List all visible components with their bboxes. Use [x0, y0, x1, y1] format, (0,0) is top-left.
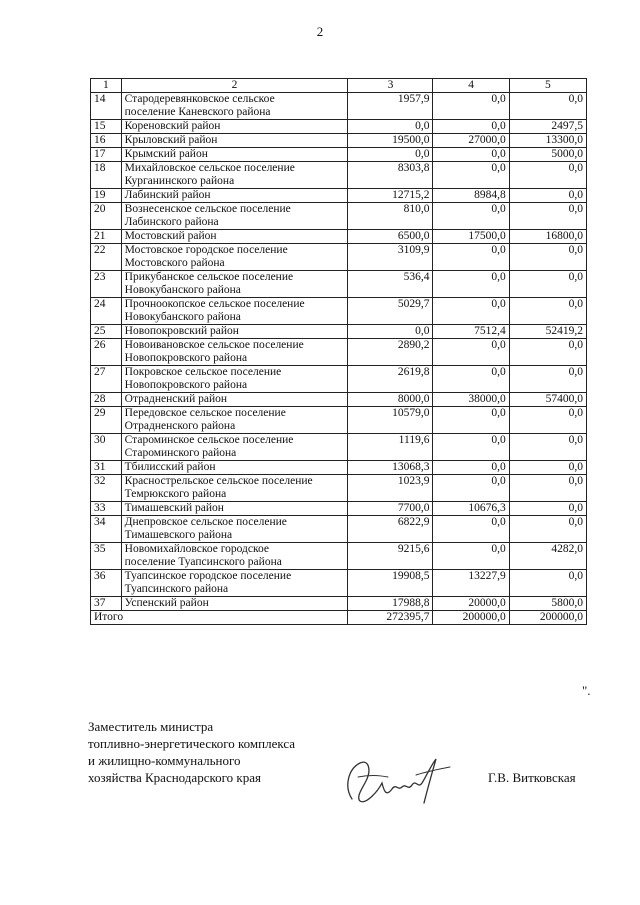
row-name-line: Краснострельское сельское поселение: [124, 475, 313, 487]
row-value-col5: 0,0: [509, 271, 586, 298]
signer-title-line: Заместитель министра: [88, 719, 214, 734]
row-name-line: Стародеревянковское сельское: [124, 93, 275, 105]
row-name: [121, 502, 348, 516]
row-name-line: Курганинского района: [124, 175, 235, 187]
row-value-col5: 16800,0: [509, 230, 586, 244]
row-value-col5: 0,0: [509, 244, 586, 271]
row-name: [121, 203, 348, 230]
row-value-col3: 13068,3: [348, 461, 433, 475]
row-value-col5: 0,0: [509, 162, 586, 189]
row-name-line: Отрадненского района: [124, 420, 236, 432]
row-name-line: Новопокровский район: [124, 325, 239, 337]
row-number: 25: [91, 325, 122, 339]
row-number: 31: [91, 461, 122, 475]
row-name: [121, 134, 348, 148]
page-number: 2: [316, 24, 324, 39]
row-value-col3: 810,0: [348, 203, 433, 230]
row-value-col4: 7512,4: [433, 325, 509, 339]
row-name: [121, 189, 348, 203]
table-row: [91, 298, 587, 325]
row-value-col5: 0,0: [509, 570, 586, 597]
row-value-col5: 0,0: [509, 339, 586, 366]
table-row: [91, 366, 587, 393]
row-name-line: Новопокровского района: [124, 352, 248, 364]
row-value-col4: 20000,0: [433, 597, 509, 611]
row-number: 19: [91, 189, 122, 203]
row-name-line: Кореновский район: [124, 120, 221, 132]
row-number: 37: [91, 597, 122, 611]
signer-title-line: хозяйства Краснодарского края: [88, 770, 261, 785]
row-value-col4: 13227,9: [433, 570, 509, 597]
row-value-col3: 19500,0: [348, 134, 433, 148]
table-row: [91, 543, 587, 570]
row-name-line: Отрадненский район: [124, 393, 228, 405]
row-value-col4: 17500,0: [433, 230, 509, 244]
row-number: 24: [91, 298, 122, 325]
signer-name: Г.В. Витковская: [488, 770, 576, 785]
row-name: [121, 325, 348, 339]
row-name-line: Вознесенское сельское поселение: [124, 203, 291, 215]
table-row: [91, 407, 587, 434]
row-name-line: Новоивановское сельское поселение: [124, 339, 304, 351]
row-name-line: Тимашевский район: [124, 502, 224, 514]
row-number: 16: [91, 134, 122, 148]
row-number: 33: [91, 502, 122, 516]
row-name: [121, 543, 348, 570]
row-name-line: Покровское сельское поселение: [124, 366, 282, 378]
row-name: [121, 570, 348, 597]
row-name-line: Тимашевского района: [124, 529, 233, 541]
row-value-col3: 9215,6: [348, 543, 433, 570]
row-value-col3: 2890,2: [348, 339, 433, 366]
row-name: [121, 434, 348, 461]
signer-title-line: и жилищно-коммунального: [88, 753, 241, 768]
row-number: 34: [91, 516, 122, 543]
row-name-line: Мостовского района: [124, 257, 225, 269]
row-name-line: Темрюкского района: [124, 488, 227, 500]
row-value-col5: 0,0: [509, 461, 586, 475]
row-name-line: Тбилисский район: [124, 461, 216, 473]
row-name-line: поселение Туапсинского района: [124, 556, 282, 568]
row-value-col3: 1023,9: [348, 475, 433, 502]
row-value-col4: 0,0: [433, 543, 509, 570]
row-name-line: Новомихайловское городское: [124, 543, 270, 555]
row-name: [121, 162, 348, 189]
row-value-col4: 0,0: [433, 271, 509, 298]
row-value-col4: 0,0: [433, 366, 509, 393]
table-row: [91, 230, 587, 244]
row-value-col4: 0,0: [433, 93, 509, 120]
signer-title: [88, 718, 295, 786]
row-value-col4: 10676,3: [433, 502, 509, 516]
row-name: [121, 461, 348, 475]
row-value-col5: 2497,5: [509, 120, 586, 134]
row-number: 17: [91, 148, 122, 162]
table-row: [91, 516, 587, 543]
row-name: [121, 339, 348, 366]
row-name-line: Успенский район: [124, 597, 209, 609]
row-value-col4: 0,0: [433, 162, 509, 189]
row-value-col3: 7700,0: [348, 502, 433, 516]
row-value-col5: 0,0: [509, 516, 586, 543]
row-value-col5: 13300,0: [509, 134, 586, 148]
table-row: [91, 93, 587, 120]
row-number: 23: [91, 271, 122, 298]
table-row: [91, 244, 587, 271]
row-name-line: Мостовское городское поселение: [124, 244, 288, 256]
row-value-col3: 0,0: [348, 325, 433, 339]
row-value-col3: 1119,6: [348, 434, 433, 461]
row-number: 26: [91, 339, 122, 366]
row-value-col4: 38000,0: [433, 393, 509, 407]
table-header-cell: 3: [348, 79, 433, 93]
row-value-col4: 0,0: [433, 516, 509, 543]
row-value-col4: 0,0: [433, 434, 509, 461]
table-row: [91, 597, 587, 611]
row-value-col3: 2619,8: [348, 366, 433, 393]
row-name: [121, 597, 348, 611]
handwritten-signature: [338, 747, 456, 811]
row-number: 30: [91, 434, 122, 461]
row-value-col5: 52419,2: [509, 325, 586, 339]
row-name-line: Новокубанского района: [124, 311, 241, 323]
row-number: 28: [91, 393, 122, 407]
row-value-col5: 5000,0: [509, 148, 586, 162]
row-value-col4: 0,0: [433, 475, 509, 502]
row-value-col3: 19908,5: [348, 570, 433, 597]
table-row: [91, 393, 587, 407]
row-name: [121, 516, 348, 543]
table-row: [91, 570, 587, 597]
row-value-col5: 5800,0: [509, 597, 586, 611]
row-value-col4: 0,0: [433, 244, 509, 271]
table-row: [91, 434, 587, 461]
row-value-col5: 0,0: [509, 407, 586, 434]
total-row: [91, 611, 587, 625]
row-value-col3: 5029,7: [348, 298, 433, 325]
row-name-line: Мостовский район: [124, 230, 217, 242]
row-value-col4: 0,0: [433, 148, 509, 162]
row-value-col4: 0,0: [433, 120, 509, 134]
row-name-line: Лабинского района: [124, 216, 219, 228]
row-value-col3: 536,4: [348, 271, 433, 298]
row-value-col5: 4282,0: [509, 543, 586, 570]
table-row: [91, 325, 587, 339]
row-number: 14: [91, 93, 122, 120]
row-number: 15: [91, 120, 122, 134]
row-name: [121, 230, 348, 244]
table-row: [91, 339, 587, 366]
total-value-col3: 272395,7: [348, 611, 433, 625]
total-value-col5: 200000,0: [509, 611, 586, 625]
table-row: [91, 271, 587, 298]
table-row: [91, 475, 587, 502]
row-value-col4: 27000,0: [433, 134, 509, 148]
row-name-line: Лабинский район: [124, 189, 211, 201]
row-number: 21: [91, 230, 122, 244]
row-name: [121, 393, 348, 407]
row-value-col5: 0,0: [509, 502, 586, 516]
row-name-line: Туапсинское городское поселение: [124, 570, 292, 582]
table-row: [91, 148, 587, 162]
table-row: [91, 162, 587, 189]
total-value-col4: 200000,0: [433, 611, 509, 625]
row-name-line: Новокубанского района: [124, 284, 241, 296]
row-name-line: Староминское сельское поселение: [124, 434, 294, 446]
row-value-col3: 1957,9: [348, 93, 433, 120]
row-name: [121, 93, 348, 120]
row-name: [121, 244, 348, 271]
row-number: 36: [91, 570, 122, 597]
row-number: 35: [91, 543, 122, 570]
table-header-cell: 5: [509, 79, 586, 93]
row-name: [121, 271, 348, 298]
row-value-col5: 0,0: [509, 189, 586, 203]
row-value-col4: 0,0: [433, 407, 509, 434]
table-row: [91, 502, 587, 516]
row-number: 27: [91, 366, 122, 393]
row-name-line: Туапсинского района: [124, 583, 229, 595]
row-value-col3: 8303,8: [348, 162, 433, 189]
row-number: 32: [91, 475, 122, 502]
table-header-cell: 1: [91, 79, 122, 93]
row-number: 22: [91, 244, 122, 271]
row-value-col4: 0,0: [433, 339, 509, 366]
row-value-col3: 12715,2: [348, 189, 433, 203]
row-name-line: Михайловское сельское поселение: [124, 162, 295, 174]
table-row: [91, 203, 587, 230]
row-value-col3: 8000,0: [348, 393, 433, 407]
row-value-col3: 0,0: [348, 148, 433, 162]
table-row: [91, 120, 587, 134]
total-label: Итого: [91, 611, 348, 625]
row-number: 18: [91, 162, 122, 189]
row-value-col5: 0,0: [509, 366, 586, 393]
funding-table: [90, 78, 587, 625]
closing-quote: ".: [582, 683, 591, 698]
row-value-col3: 6822,9: [348, 516, 433, 543]
row-name: [121, 298, 348, 325]
row-value-col4: 0,0: [433, 461, 509, 475]
row-value-col5: 0,0: [509, 434, 586, 461]
row-value-col3: 6500,0: [348, 230, 433, 244]
row-name-line: Прочноокопское сельское поселение: [124, 298, 305, 310]
row-name-line: Крымский район: [124, 148, 208, 160]
table-row: [91, 461, 587, 475]
row-value-col4: 8984,8: [433, 189, 509, 203]
row-value-col5: 0,0: [509, 475, 586, 502]
row-value-col5: 0,0: [509, 298, 586, 325]
row-name: [121, 475, 348, 502]
row-value-col4: 0,0: [433, 298, 509, 325]
row-value-col3: 10579,0: [348, 407, 433, 434]
row-value-col5: 0,0: [509, 93, 586, 120]
row-name: [121, 366, 348, 393]
row-number: 20: [91, 203, 122, 230]
row-name-line: поселение Каневского района: [124, 106, 271, 118]
table-header-cell: 2: [121, 79, 348, 93]
row-value-col3: 17988,8: [348, 597, 433, 611]
row-name-line: Прикубанское сельское поселение: [124, 271, 294, 283]
row-value-col3: 3109,9: [348, 244, 433, 271]
row-name-line: Крыловский район: [124, 134, 218, 146]
table-header-cell: 4: [433, 79, 509, 93]
row-name-line: Староминского района: [124, 447, 237, 459]
row-name: [121, 407, 348, 434]
row-name-line: Новопокровского района: [124, 379, 248, 391]
table-row: [91, 189, 587, 203]
row-value-col5: 0,0: [509, 203, 586, 230]
row-name-line: Днепровское сельское поселение: [124, 516, 287, 528]
row-value-col4: 0,0: [433, 203, 509, 230]
row-number: 29: [91, 407, 122, 434]
row-value-col5: 57400,0: [509, 393, 586, 407]
row-value-col3: 0,0: [348, 120, 433, 134]
signer-title-line: топливно-энергетического комплекса: [88, 736, 296, 751]
row-name: [121, 120, 348, 134]
table-row: [91, 134, 587, 148]
table-header-row: [91, 79, 587, 93]
row-name: [121, 148, 348, 162]
row-name-line: Передовское сельское поселение: [124, 407, 286, 419]
